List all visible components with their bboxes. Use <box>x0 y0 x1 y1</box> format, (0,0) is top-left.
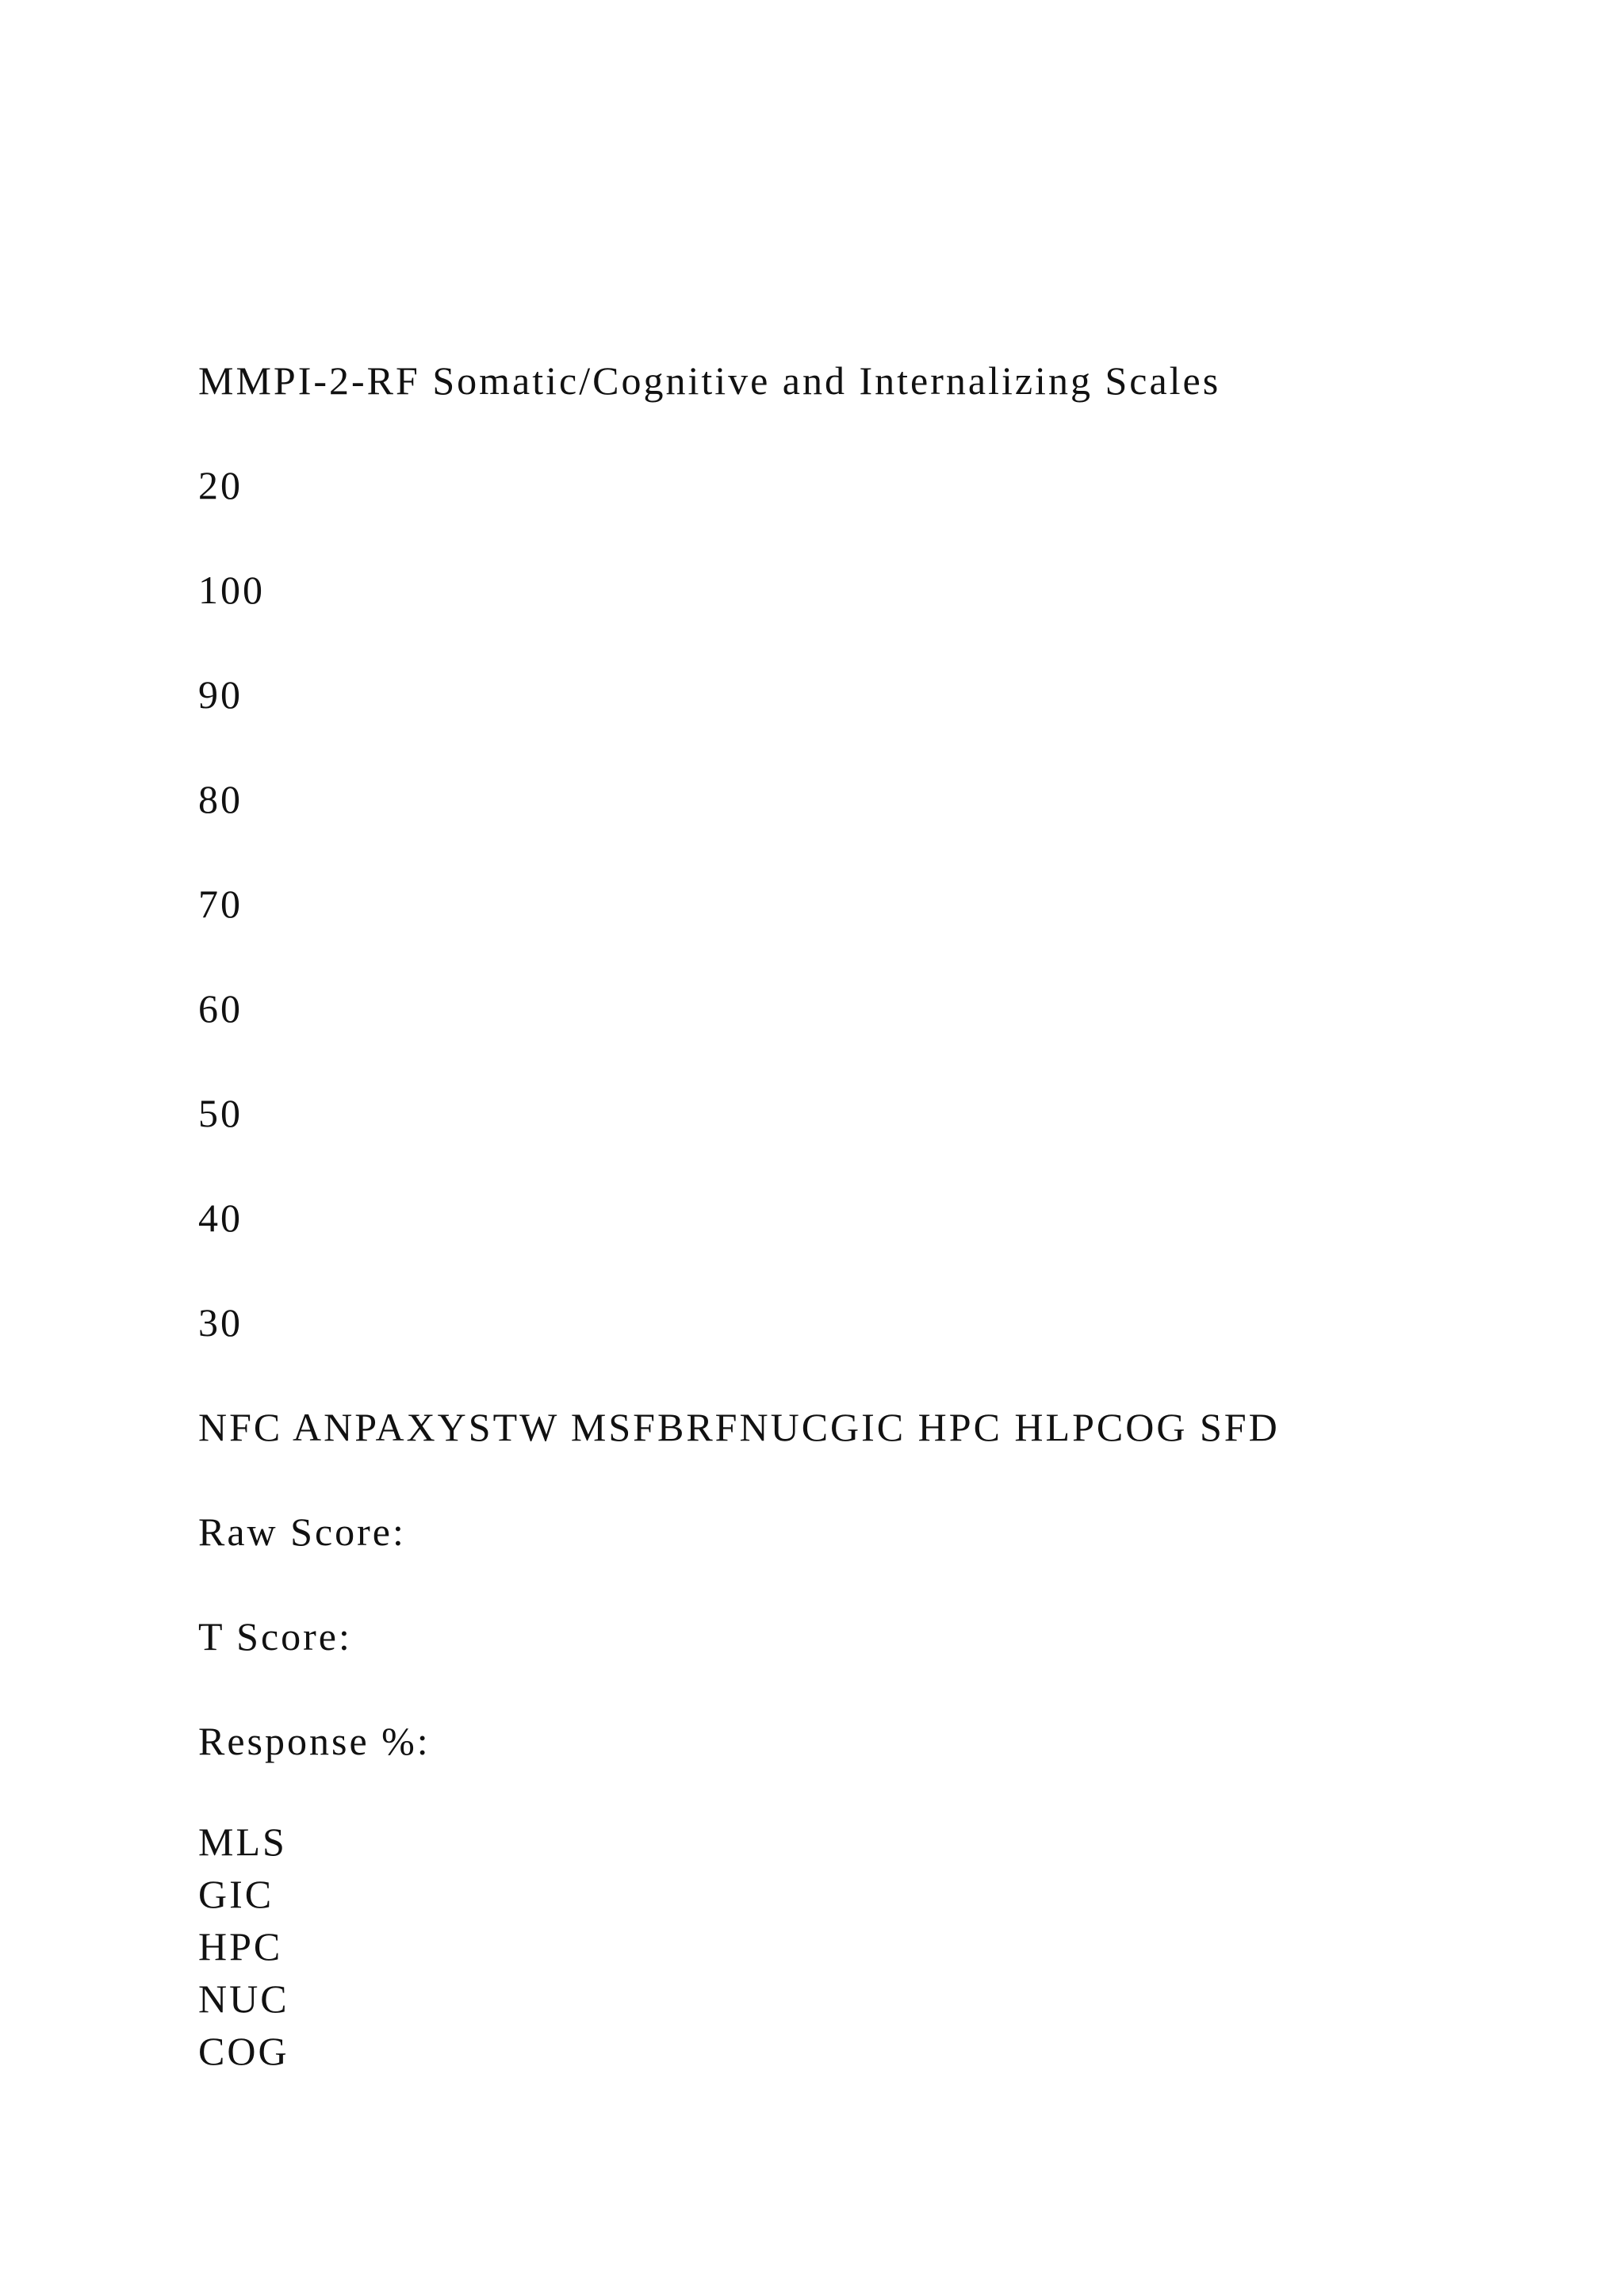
axis-value: 40 <box>198 1196 243 1240</box>
axis-value: 100 <box>198 568 265 612</box>
list-item: HPC <box>198 1924 283 1969</box>
axis-value: 50 <box>198 1091 243 1135</box>
list-item: GIC <box>198 1872 274 1916</box>
list-item: MLS <box>198 1820 287 1864</box>
axis-value: 20 <box>198 463 243 507</box>
axis-value: 60 <box>198 986 243 1031</box>
axis-value: 30 <box>198 1300 243 1345</box>
raw-score-label: Raw Score: <box>198 1510 406 1554</box>
page-title: MMPI-2-RF Somatic/Cognitive and Internalizing Scales <box>198 358 1221 403</box>
axis-value: 80 <box>198 777 243 821</box>
list-item: COG <box>198 2029 289 2073</box>
axis-value: 90 <box>198 672 243 717</box>
t-score-label: T Score: <box>198 1614 352 1659</box>
axis-value: 70 <box>198 882 243 926</box>
scale-labels: NFC ANPAXYSTW MSFBRFNUCGIC HPC HLPCOG SFD <box>198 1405 1280 1449</box>
list-item: NUC <box>198 1976 289 2021</box>
response-percent-label: Response %: <box>198 1719 431 1763</box>
scale-list <box>198 1816 289 2077</box>
